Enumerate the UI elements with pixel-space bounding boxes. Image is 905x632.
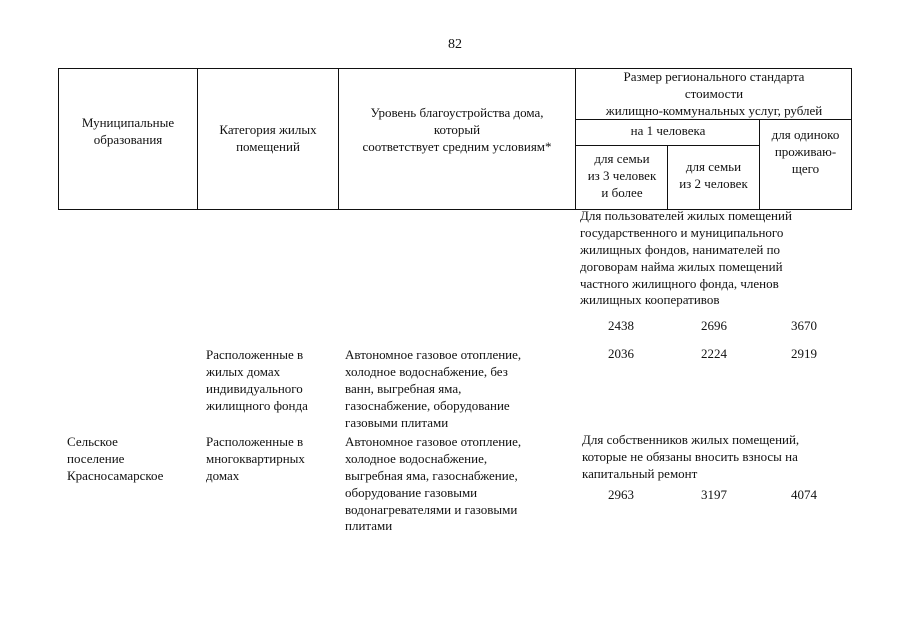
row2-value-family2: 3197	[701, 487, 727, 502]
header-municipal: Муниципальные образования	[81, 115, 175, 147]
row2-category: Расположенные в многоквартирных домах	[206, 434, 305, 483]
row1-value-family3: 2036	[608, 346, 634, 361]
group-title-owners: Для собственников жилых помещений, которые не обязаны вносить взносы на капитальный ремонт	[582, 432, 800, 481]
header-family-3: для семьи из 3 человек и более	[587, 151, 657, 200]
page-number: 82	[448, 37, 462, 52]
row2-level: Автономное газовое отопление, холодное водоснабжение, выгребная яма, газоснабжение, оборудование газовыми водонагревателями и газовыми плитами	[345, 434, 522, 534]
header-family-2: для семьи из 2 человек	[679, 159, 748, 191]
header-single-resident: для одиноко проживаю- щего	[771, 127, 840, 176]
row1-value-single: 2919	[791, 346, 817, 361]
group-title-tenants: Для пользователей жилых помещений государственного и муниципального жилищных фондов, нанимателей по договорам найма жилых помещений частного жилищного фонда, членов жилищных кооперативов	[580, 208, 792, 308]
value-tenants-single: 3670	[791, 318, 817, 333]
value-tenants-family2: 2696	[701, 318, 727, 333]
row1-category: Расположенные в жилых домах индивидуального жилищного фонда	[206, 347, 308, 413]
row1-level: Автономное газовое отопление, холодное водоснабжение, без ванн, выгребная яма, газоснабжение, оборудование газовыми плитами	[345, 347, 522, 430]
municipality-name: Сельское поселение Красносамарское	[67, 434, 164, 483]
row1-value-family2: 2224	[701, 346, 727, 361]
row2-value-family3: 2963	[608, 487, 634, 502]
header-level: Уровень благоустройства дома, который соответствует средним условиям*	[362, 105, 552, 154]
row2-value-single: 4074	[791, 487, 817, 502]
header-per-person: на 1 человека	[630, 123, 706, 138]
header-standard-size: Размер регионального стандарта стоимости жилищно-коммунальных услуг, рублей	[605, 69, 823, 118]
header-category: Категория жилых помещений	[219, 122, 317, 154]
value-tenants-family3: 2438	[608, 318, 634, 333]
